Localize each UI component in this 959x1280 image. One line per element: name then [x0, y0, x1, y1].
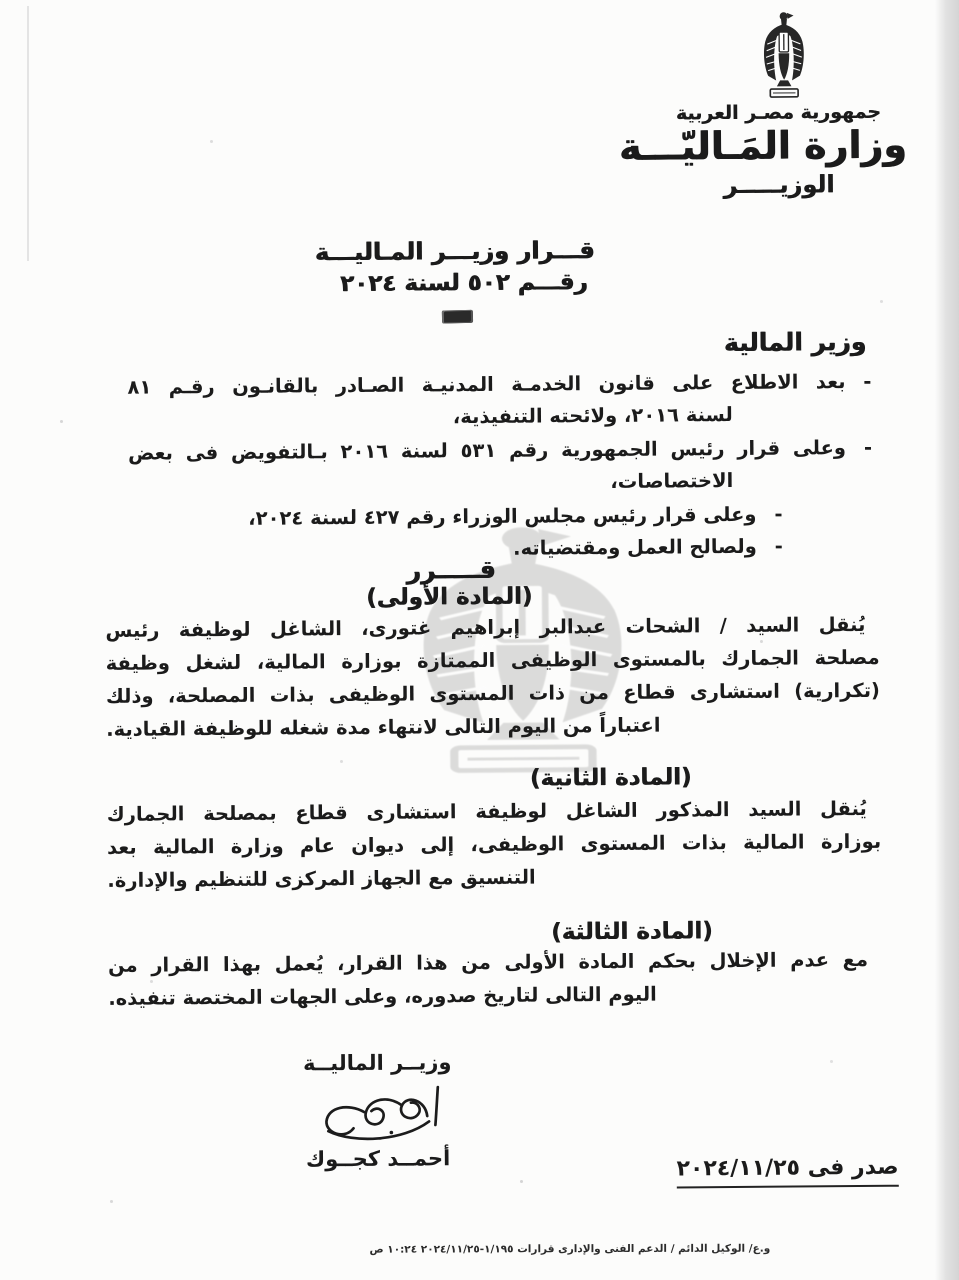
preamble-item — [127, 366, 877, 436]
signature-title: وزيــر الماليــة — [303, 1050, 452, 1076]
article-line: مصلحة الجمارك بالمستوى الوظيفى الممتازة بوزارة المالية، لشغل وظيفة — [105, 645, 880, 675]
signature-name: أحمــد كجــوك — [305, 1146, 451, 1172]
minister-title: الوزيـــــر — [723, 169, 835, 199]
ministry-name: وزارة المَـاليّـــة — [618, 122, 907, 169]
dash-marker: - — [863, 369, 872, 393]
preamble-line: وعلى قرار رئيس مجلس الوزراء رقم ٤٢٧ لسنة ٢٠٢٤، — [248, 502, 757, 530]
letterhead — [618, 9, 907, 200]
article-3-paragraph — [108, 943, 882, 1015]
ink-smudge — [442, 310, 473, 324]
decree-title: قـــرار وزيـــر المـاليـــة — [314, 236, 595, 267]
article-1-paragraph — [105, 608, 880, 746]
article-line: اعتباراً من اليوم التالى لانتهاء مدة شغله للوظيفة القيادية. — [106, 713, 661, 741]
preamble-line: لسنة ٢٠١٦، ولائحته التنفيذية، — [452, 403, 733, 429]
article-3-heading: (المادة الثالثة) — [550, 918, 713, 946]
dash-marker: - — [863, 435, 873, 459]
dash-marker: - — [774, 502, 783, 526]
republic-name: جمهورية مصـر العربية — [675, 100, 882, 125]
article-line: بوزارة المالية بذات المستوى الوظيفى، إلى ديوان عام وزارة المالية بعد — [107, 829, 882, 859]
article-line: مع عدم الإخلال بحكم المادة الأولى من هذا القرار، يُعمل بهذا القرار من — [107, 947, 869, 977]
handwritten-signature — [295, 1076, 461, 1149]
article-line: يُنقل السيد / الشحات عبدالبر إبراهيم غتورى، الشاغل لوظيفة رئيس — [105, 612, 866, 642]
decree-decided-word: قـــــرر — [406, 554, 496, 585]
preamble-list — [127, 366, 879, 568]
preamble-line: بعد الاطلاع على قانون الخدمـة المدنيـة الصـادر بالقانـون رقـم ٨١ — [127, 370, 846, 399]
decree-title-block — [314, 236, 595, 298]
article-1-heading: (المادة الأولى) — [365, 583, 533, 611]
article-line: (تكرارية) استشارى قطاع من ذات المستوى الوظيفى بذات المصلحة، وذلك — [105, 678, 880, 708]
preamble-line: وعلى قرار رئيس الجمهورية رقم ٥٣١ لسنة ٢٠١٦ بـالتفويض فى بعض — [127, 436, 847, 465]
preamble-heading: وزير المالية — [723, 326, 867, 358]
decree-number: رقـــم ٥٠٢ لسنة ٢٠٢٤ — [339, 269, 588, 298]
footer-note: و.ع/ الوكيل الدائم / الدعم الفنى والإدارى قرارات ١/١٩٥-٢٠٢٤/١١/٢٥ ١٠:٢٤ ص — [369, 1242, 771, 1256]
article-line: اليوم التالى لتاريخ صدوره، وعلى الجهات المختصة تنفيذه. — [108, 982, 657, 1010]
egypt-eagle-emblem-icon — [755, 9, 814, 99]
article-line: يُنقل السيد المذكور الشاغل لوظيفة استشارى قطاع بمصلحة الجمارك — [106, 796, 867, 826]
article-2-heading: (المادة الثانية) — [529, 764, 692, 792]
preamble-line: الاختصاصات، — [610, 469, 734, 493]
preamble-line: ولصالح العمل ومقتضياته. — [513, 534, 757, 560]
article-line: التنسيق مع الجهاز المركزى للتنظيم والإدارة. — [107, 865, 536, 892]
dash-marker: - — [774, 534, 783, 558]
preamble-item — [128, 432, 878, 502]
article-2-paragraph — [107, 792, 882, 897]
issue-date: صدر فى ٢٠٢٤/١١/٢٥ — [676, 1155, 898, 1189]
signature-block — [285, 1050, 471, 1171]
